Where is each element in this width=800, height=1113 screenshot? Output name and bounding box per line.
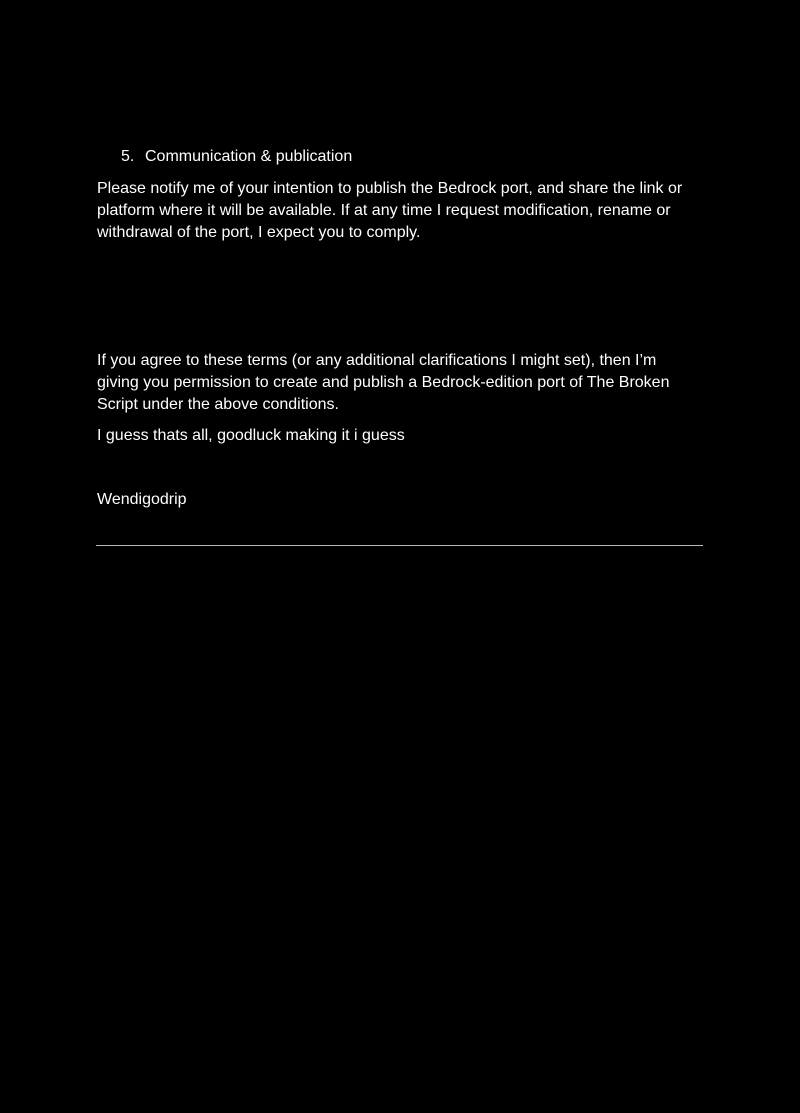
section-title: Communication & publication [145,148,353,165]
signature-line [96,545,703,546]
farewell-text: I guess thats all, goodluck making it i guess [97,427,405,444]
agreement-paragraph: If you agree to these terms (or any additional clarifications I might set), then I’m giving you permission to create and publish a Bedrock‑edition port of The Broken Script under the above conditions. [97,352,670,413]
section-heading [121,146,741,168]
section-body: Please notify me of your intention to publish the Bedrock port, and share the link or platform where it will be available. If at any time I request modification, rename or withdrawal of the port, I expect you to comply. [97,180,683,241]
signature-name: Wendigodrip [97,491,187,508]
section-number: 5. [121,148,135,165]
